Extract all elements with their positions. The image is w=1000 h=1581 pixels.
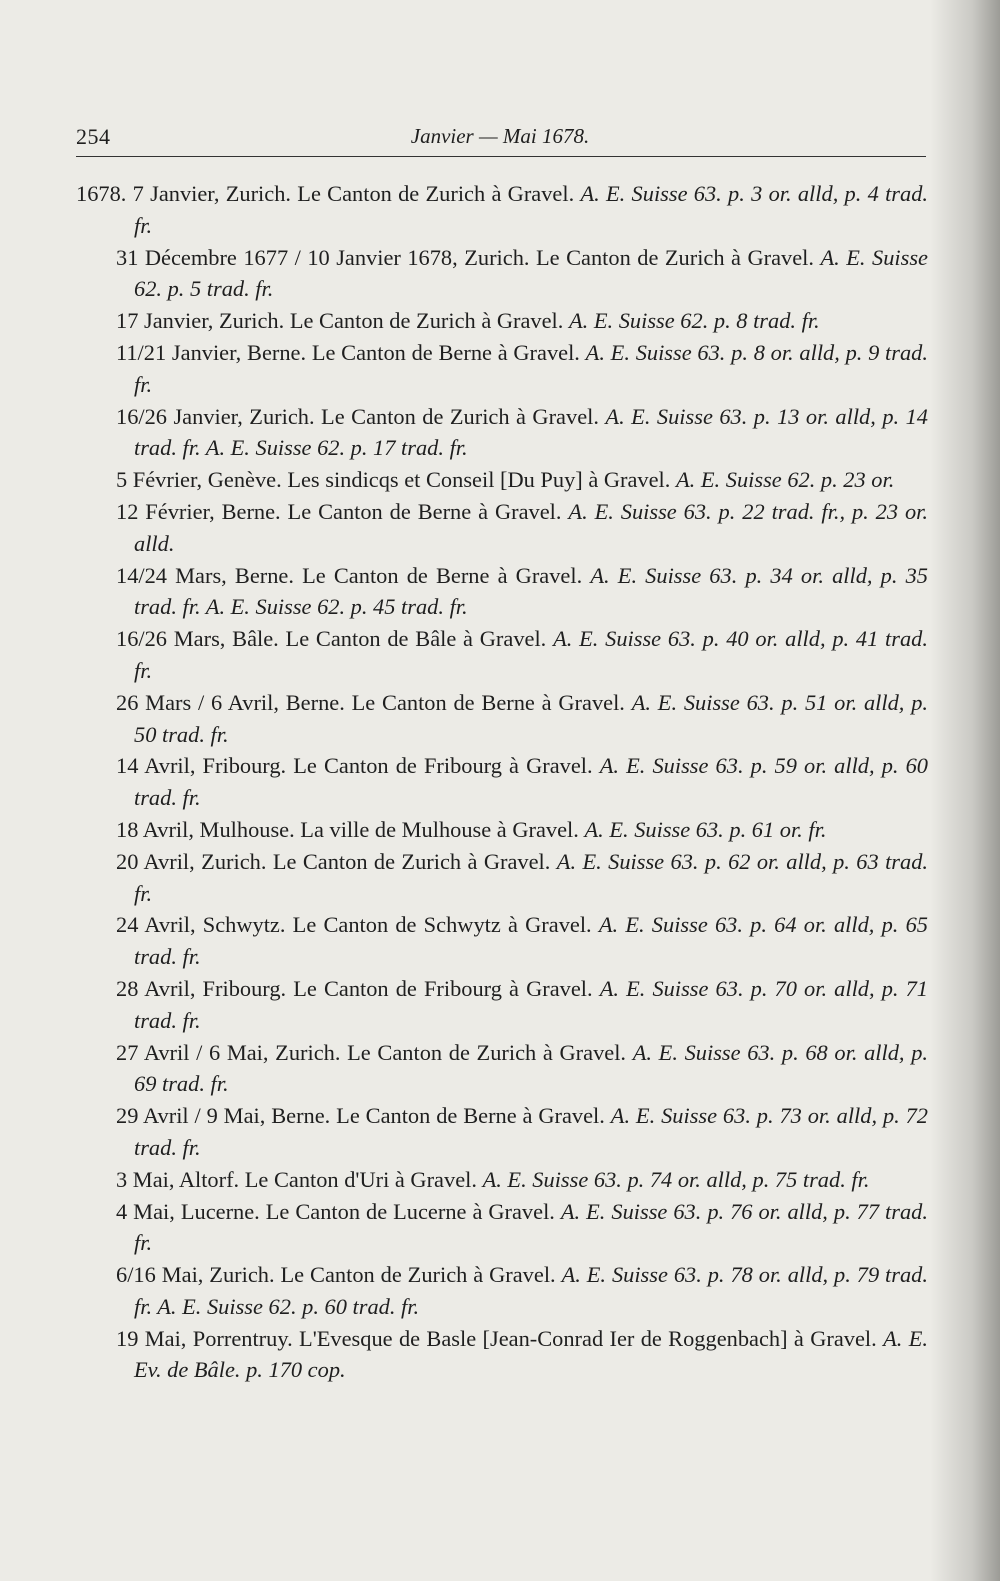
entry: 20 Avril, Zurich. Le Canton de Zurich à Gravel. A. E. Suisse 63. p. 62 or. alld, p. 63 trad. fr. — [116, 848, 928, 906]
entry: 14 Avril, Fribourg. Le Canton de Fribourg à Gravel. A. E. Suisse 63. p. 59 or. alld, p. 60 trad. fr. — [116, 753, 928, 811]
header-rule — [76, 156, 926, 157]
running-title: Janvier — Mai 1678. — [410, 124, 590, 148]
entry: 24 Avril, Schwytz. Le Canton de Schwytz à Gravel. A. E. Suisse 63. p. 64 or. alld, p. 65 trad. fr. — [116, 912, 928, 970]
entry: 29 Avril / 9 Mai, Berne. Le Canton de Berne à Gravel. A. E. Suisse 63. p. 73 or. alld, p. 72 trad. fr. — [116, 1103, 928, 1160]
entry: 11/21 Janvier, Berne. Le Canton de Berne à Gravel. A. E. Suisse 63. p. 8 or. alld, p. 9 trad. fr. — [116, 339, 928, 397]
entry: 16/26 Janvier, Zurich. Le Canton de Zurich à Gravel. A. E. Suisse 63. p. 13 or. alld, p. 14 trad. fr. A. E. Suisse 62. p. 17 trad. fr. — [116, 403, 928, 461]
entry: 5 Février, Genève. Les sindicqs et Conseil [Du Puy] à Gravel. A. E. Suisse 62. p. 23 or. — [116, 467, 895, 493]
entry-list — [76, 178, 928, 1386]
page-edge-shadow — [930, 0, 1000, 1581]
entry: 28 Avril, Fribourg. Le Canton de Fribourg à Gravel. A. E. Suisse 63. p. 70 or. alld, p. 71 trad. fr. — [116, 975, 928, 1033]
entry: 31 Décembre 1677 / 10 Janvier 1678, Zurich. Le Canton de Zurich à Gravel. A. E. Suisse 62. p. 5 trad. fr. — [116, 244, 928, 302]
page-number: 254 — [76, 124, 111, 149]
entry: 16/26 Mars, Bâle. Le Canton de Bâle à Gravel. A. E. Suisse 63. p. 40 or. alld, p. 41 trad. fr. — [116, 626, 928, 683]
entry: 12 Février, Berne. Le Canton de Berne à Gravel. A. E. Suisse 63. p. 22 trad. fr., p. 23 or. alld. — [116, 498, 928, 556]
entry: 27 Avril / 6 Mai, Zurich. Le Canton de Zurich à Gravel. A. E. Suisse 63. p. 68 or. alld, p. 69 trad. fr. — [116, 1039, 928, 1097]
entry: 18 Avril, Mulhouse. La ville de Mulhouse à Gravel. A. E. Suisse 63. p. 61 or. fr. — [116, 816, 827, 842]
page-header — [76, 124, 924, 154]
entry: 1678. 7 Janvier, Zurich. Le Canton de Zurich à Gravel. A. E. Suisse 63. p. 3 or. alld, p. 4 trad. fr. — [76, 181, 929, 238]
entry: 14/24 Mars, Berne. Le Canton de Berne à Gravel. A. E. Suisse 63. p. 34 or. alld, p. 35 trad. fr. A. E. Suisse 62. p. 45 trad. fr. — [116, 562, 928, 620]
entry: 3 Mai, Altorf. Le Canton d'Uri à Gravel. A. E. Suisse 63. p. 74 or. alld, p. 75 trad. fr. — [116, 1166, 870, 1192]
entry: 19 Mai, Porrentruy. L'Evesque de Basle [Jean-Conrad Ier de Roggenbach] à Gravel. A. E. Ev. de Bâle. p. 170 cop. — [116, 1325, 928, 1383]
entry: 4 Mai, Lucerne. Le Canton de Lucerne à Gravel. A. E. Suisse 63. p. 76 or. alld, p. 77 trad. fr. — [116, 1198, 928, 1256]
entry: 26 Mars / 6 Avril, Berne. Le Canton de Berne à Gravel. A. E. Suisse 63. p. 51 or. alld, p. 50 trad. fr. — [116, 689, 928, 747]
entry: 6/16 Mai, Zurich. Le Canton de Zurich à Gravel. A. E. Suisse 63. p. 78 or. alld, p. 79 trad. fr. A. E. Suisse 62. p. 60 trad. fr. — [116, 1262, 928, 1319]
entry: 17 Janvier, Zurich. Le Canton de Zurich à Gravel. A. E. Suisse 62. p. 8 trad. fr. — [116, 308, 820, 334]
